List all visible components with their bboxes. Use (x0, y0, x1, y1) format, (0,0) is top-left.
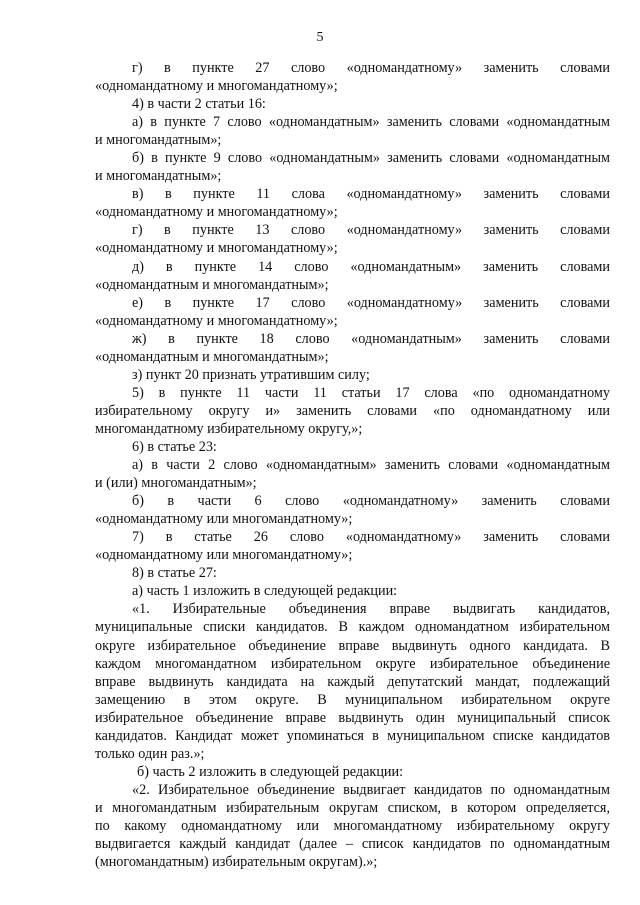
text-line: и многомандатным»; (95, 168, 222, 185)
text-line: ж) в пункте 18 слово «одномандатным» заменить словами (132, 330, 610, 347)
text-line: б) в части 6 слово «одномандатному» заменить словами (132, 493, 610, 510)
page-number: 5 (316, 30, 324, 45)
text-line: «одномандатному и многомандатному»; (95, 312, 338, 329)
text-line: б) часть 2 изложить в следующей редакции: (137, 763, 404, 780)
text-line: кандидатов. Кандидат может упоминаться в муниципальном списке кандидатов (95, 727, 610, 744)
text-line: (многомандатным) избирательным округам).»; (95, 854, 378, 871)
text-line: 5) в пункте 11 части 11 статьи 17 слова «по одномандатному (132, 384, 610, 401)
text-line: и многомандатным избирательным округам списком, в котором определяется, (95, 799, 610, 816)
text-line: округе избирательное объединение вправе выдвинуть одного кандидата. В (95, 637, 610, 654)
text-line: муниципальные списки кандидатов. В каждом одномандатном избирательном (95, 619, 610, 636)
text-line: вправе выдвинуть кандидата на каждый депутатский мандат, подлежащий (95, 673, 610, 690)
document-body (95, 59, 610, 871)
text-line: 6) в статье 23: (132, 438, 217, 455)
text-line: по какому одномандатному или многомандатному избирательному округу (95, 817, 610, 834)
text-line: многомандатному избирательному округу,»; (95, 420, 363, 437)
text-line: д) в пункте 14 слово «одномандатным» заменить словами (132, 258, 610, 275)
text-line: 8) в статье 27: (132, 565, 217, 582)
text-line: а) в пункте 7 слово «одномандатным» заменить словами «одномандатным (132, 114, 610, 131)
text-line: 7) в статье 26 слово «одномандатному» заменить словами (132, 529, 610, 546)
text-line: з) пункт 20 признать утратившим силу; (132, 366, 370, 383)
text-line: «одномандатному и многомандатному»; (95, 240, 338, 257)
text-line: «одномандатным и многомандатным»; (95, 276, 329, 293)
text-line: «одномандатному или многомандатному»; (95, 547, 353, 564)
text-line: «одномандатному и многомандатному»; (95, 204, 338, 221)
text-line: и (или) многомандатным»; (95, 475, 257, 492)
text-line: а) в части 2 слово «одномандатным» заменить словами «одномандатным (132, 457, 610, 474)
text-line: 4) в части 2 статьи 16: (132, 96, 266, 113)
text-line: выдвигается каждый кандидат (далее – список кандидатов по одномандатным (95, 836, 610, 853)
text-line: каждом многомандатном избирательном округе избирательное объединение (95, 655, 610, 672)
text-line: г) в пункте 27 слово «одномандатному» заменить словами (132, 60, 610, 76)
text-line: избирательное объединение вправе выдвинуть один муниципальный список (95, 709, 610, 726)
text-line: и многомандатным»; (95, 132, 222, 149)
text-line: «2. Избирательное объединение выдвигает кандидатов по одномандатным (132, 781, 610, 798)
text-line: б) в пункте 9 слово «одномандатным» заменить словами «одномандатным (132, 150, 610, 167)
text-line: «одномандатному и многомандатному»; (95, 78, 338, 95)
text-line: избирательному округу и» заменить словами «по одномандатному или (95, 402, 610, 419)
text-line: «одномандатному или многомандатному»; (95, 511, 353, 528)
text-line: «1. Избирательные объединения вправе выдвигать кандидатов, (132, 601, 610, 618)
text-line: г) в пункте 13 слово «одномандатному» заменить словами (132, 222, 610, 239)
text-line: только один раз.»; (95, 745, 205, 762)
text-line: а) часть 1 изложить в следующей редакции: (132, 583, 398, 600)
text-line: в) в пункте 11 слова «одномандатному» заменить словами (132, 186, 610, 203)
text-line: е) в пункте 17 слово «одномандатному» заменить словами (132, 294, 610, 311)
text-line: замещению в этом округе. В муниципальном избирательном округе (95, 691, 610, 708)
text-line: «одномандатным и многомандатным»; (95, 348, 329, 365)
